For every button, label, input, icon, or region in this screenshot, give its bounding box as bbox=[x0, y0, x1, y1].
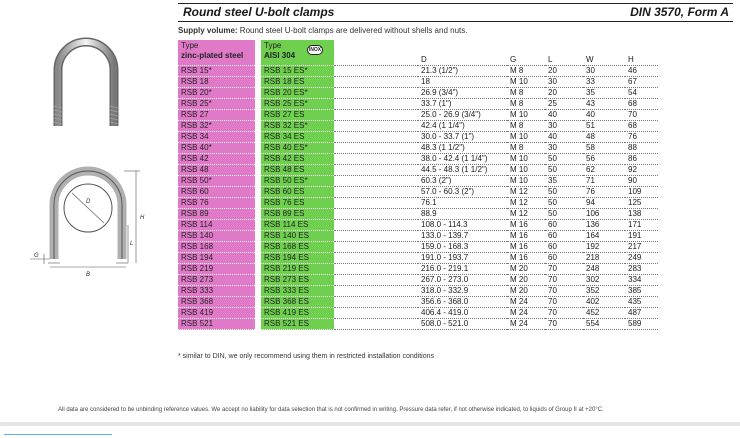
cell-d: 508.0 - 521.0 bbox=[418, 319, 507, 330]
cell-w: 106 bbox=[583, 209, 625, 220]
cell-d: 38.0 - 42.4 (1 1/4") bbox=[418, 154, 507, 165]
cell-d: 21.3 (1/2") bbox=[418, 66, 507, 77]
standard-label: DIN 3570, Form A bbox=[630, 5, 729, 19]
col-header-w: W bbox=[583, 40, 625, 66]
cell-w: 352 bbox=[583, 286, 625, 297]
cell-type-aisi: RSB 34 ES bbox=[261, 132, 334, 143]
cell-w: 33 bbox=[583, 77, 625, 88]
cell-d: 44.5 - 48.3 (1 1/2") bbox=[418, 165, 507, 176]
cell-type-zinc: RSB 20* bbox=[178, 88, 255, 99]
cell-type-zinc: RSB 219 bbox=[178, 264, 255, 275]
cell-g: M 24 bbox=[507, 308, 545, 319]
cell-l: 50 bbox=[545, 198, 583, 209]
table-row bbox=[178, 264, 658, 275]
cell-h: 86 bbox=[625, 154, 658, 165]
supply-text: Round steel U-bolt clamps are delivered without shells and nuts. bbox=[239, 26, 468, 35]
cell-type-zinc: RSB 419 bbox=[178, 308, 255, 319]
dimensions-table bbox=[178, 40, 658, 330]
cell-d: 60.3 (2") bbox=[418, 176, 507, 187]
table-row bbox=[178, 198, 658, 209]
title-bar bbox=[178, 3, 733, 22]
drawing-label-d: D bbox=[86, 199, 91, 205]
cell-g: M 16 bbox=[507, 231, 545, 242]
cell-l: 70 bbox=[545, 297, 583, 308]
cell-h: 385 bbox=[625, 286, 658, 297]
cell-d: 30.0 - 33.7 (1") bbox=[418, 132, 507, 143]
cell-d: 216.0 - 219.1 bbox=[418, 264, 507, 275]
header-aisi-material: AISI 304 bbox=[264, 51, 296, 60]
cell-w: 30 bbox=[583, 66, 625, 77]
cell-h: 68 bbox=[625, 121, 658, 132]
cell-type-zinc: RSB 34 bbox=[178, 132, 255, 143]
cell-type-aisi: RSB 32 ES* bbox=[261, 121, 334, 132]
cell-h: 435 bbox=[625, 297, 658, 308]
cell-type-zinc: RSB 15* bbox=[178, 66, 255, 77]
cell-d: 26.9 (3/4") bbox=[418, 88, 507, 99]
cell-l: 50 bbox=[545, 209, 583, 220]
cell-g: M 10 bbox=[507, 132, 545, 143]
cell-type-zinc: RSB 114 bbox=[178, 220, 255, 231]
cell-type-zinc: RSB 25* bbox=[178, 99, 255, 110]
cell-type-aisi: RSB 76 ES bbox=[261, 198, 334, 209]
col-header-h: H bbox=[625, 40, 658, 66]
col-header-d: D bbox=[418, 40, 507, 66]
cell-type-aisi: RSB 333 ES bbox=[261, 286, 334, 297]
cell-w: 248 bbox=[583, 264, 625, 275]
cell-w: 43 bbox=[583, 99, 625, 110]
cell-h: 283 bbox=[625, 264, 658, 275]
cell-d: 318.0 - 332.9 bbox=[418, 286, 507, 297]
cell-w: 58 bbox=[583, 143, 625, 154]
table-row bbox=[178, 242, 658, 253]
cell-l: 30 bbox=[545, 121, 583, 132]
cell-w: 51 bbox=[583, 121, 625, 132]
table-row bbox=[178, 231, 658, 242]
cell-w: 554 bbox=[583, 319, 625, 330]
table-row bbox=[178, 187, 658, 198]
cell-l: 35 bbox=[545, 176, 583, 187]
cell-g: M 10 bbox=[507, 154, 545, 165]
cell-w: 48 bbox=[583, 132, 625, 143]
cell-l: 70 bbox=[545, 275, 583, 286]
footnote: * similar to DIN, we only recommend using them in restricted installation conditions bbox=[178, 353, 434, 360]
cell-l: 40 bbox=[545, 132, 583, 143]
cell-l: 30 bbox=[545, 143, 583, 154]
cell-type-aisi: RSB 60 ES bbox=[261, 187, 334, 198]
cell-type-zinc: RSB 40* bbox=[178, 143, 255, 154]
cell-type-aisi: RSB 42 ES bbox=[261, 154, 334, 165]
drawing-label-h: H bbox=[140, 215, 145, 221]
cell-h: 589 bbox=[625, 319, 658, 330]
cell-g: M 10 bbox=[507, 77, 545, 88]
cell-g: M 10 bbox=[507, 176, 545, 187]
cell-g: M 24 bbox=[507, 319, 545, 330]
cell-d: 25.0 - 26.9 (3/4") bbox=[418, 110, 507, 121]
cell-g: M 20 bbox=[507, 286, 545, 297]
cell-h: 487 bbox=[625, 308, 658, 319]
cell-l: 40 bbox=[545, 110, 583, 121]
cell-type-zinc: RSB 368 bbox=[178, 297, 255, 308]
cell-d: 159.0 - 168.3 bbox=[418, 242, 507, 253]
cell-type-aisi: RSB 521 ES bbox=[261, 319, 334, 330]
cell-type-zinc: RSB 42 bbox=[178, 154, 255, 165]
cell-d: 108.0 - 114.3 bbox=[418, 220, 507, 231]
cell-d: 42.4 (1 1/4") bbox=[418, 121, 507, 132]
cell-type-aisi: RSB 273 ES bbox=[261, 275, 334, 286]
cell-d: 267.0 - 273.0 bbox=[418, 275, 507, 286]
cell-type-aisi: RSB 114 ES bbox=[261, 220, 334, 231]
cell-h: 88 bbox=[625, 143, 658, 154]
table-row bbox=[178, 275, 658, 286]
table-row bbox=[178, 308, 658, 319]
cell-l: 30 bbox=[545, 77, 583, 88]
cell-type-zinc: RSB 140 bbox=[178, 231, 255, 242]
cell-w: 164 bbox=[583, 231, 625, 242]
cell-d: 33.7 (1") bbox=[418, 99, 507, 110]
cell-type-zinc: RSB 273 bbox=[178, 275, 255, 286]
cell-type-aisi: RSB 140 ES bbox=[261, 231, 334, 242]
cell-h: 76 bbox=[625, 132, 658, 143]
supply-label: Supply volume: bbox=[178, 26, 238, 35]
cell-l: 70 bbox=[545, 286, 583, 297]
u-bolt-photo bbox=[40, 36, 140, 136]
cell-d: 76.1 bbox=[418, 198, 507, 209]
table-row bbox=[178, 176, 658, 187]
header-aisi-type: Type bbox=[264, 41, 282, 50]
cell-h: 67 bbox=[625, 77, 658, 88]
cell-h: 138 bbox=[625, 209, 658, 220]
cell-l: 60 bbox=[545, 253, 583, 264]
cell-type-aisi: RSB 194 ES bbox=[261, 253, 334, 264]
header-zinc-type: Type bbox=[181, 41, 199, 50]
cell-w: 56 bbox=[583, 154, 625, 165]
cell-g: M 8 bbox=[507, 121, 545, 132]
cell-l: 70 bbox=[545, 264, 583, 275]
cell-d: 356.6 - 368.0 bbox=[418, 297, 507, 308]
cell-w: 62 bbox=[583, 165, 625, 176]
cell-l: 70 bbox=[545, 319, 583, 330]
table-row bbox=[178, 77, 658, 88]
col-header-l: L bbox=[545, 40, 583, 66]
cell-d: 18 bbox=[418, 77, 507, 88]
cell-w: 136 bbox=[583, 220, 625, 231]
cell-g: M 8 bbox=[507, 143, 545, 154]
disclaimer: All data are considered to be unbinding reference values. We accept no liability for data selection that is not confirmed in writing. Pressure data refer, if not otherwise indicated, to liquids of Group II at +20°C. bbox=[58, 407, 604, 413]
cell-l: 60 bbox=[545, 231, 583, 242]
table-row bbox=[178, 143, 658, 154]
cell-w: 35 bbox=[583, 88, 625, 99]
cell-h: 109 bbox=[625, 187, 658, 198]
cell-g: M 8 bbox=[507, 88, 545, 99]
cell-type-zinc: RSB 333 bbox=[178, 286, 255, 297]
cell-type-aisi: RSB 89 ES bbox=[261, 209, 334, 220]
drawing-label-g: G bbox=[34, 253, 39, 259]
table-row bbox=[178, 319, 658, 330]
cell-w: 40 bbox=[583, 110, 625, 121]
cell-type-aisi: RSB 419 ES bbox=[261, 308, 334, 319]
cell-d: 57.0 - 60.3 (2") bbox=[418, 187, 507, 198]
cell-type-zinc: RSB 89 bbox=[178, 209, 255, 220]
cell-d: 191.0 - 193.7 bbox=[418, 253, 507, 264]
cell-g: M 8 bbox=[507, 66, 545, 77]
table-row bbox=[178, 209, 658, 220]
cell-w: 452 bbox=[583, 308, 625, 319]
cell-l: 50 bbox=[545, 187, 583, 198]
cell-l: 70 bbox=[545, 308, 583, 319]
drawing-label-l: L bbox=[130, 241, 134, 247]
inox-badge: INOX bbox=[308, 47, 322, 53]
supply-volume bbox=[178, 26, 467, 35]
table-row bbox=[178, 154, 658, 165]
cell-w: 302 bbox=[583, 275, 625, 286]
cell-d: 133.0 - 139.7 bbox=[418, 231, 507, 242]
cell-h: 125 bbox=[625, 198, 658, 209]
header-zinc bbox=[178, 40, 255, 66]
cell-g: M 12 bbox=[507, 209, 545, 220]
header-zinc-material: zinc-plated steel bbox=[181, 51, 244, 60]
cell-h: 171 bbox=[625, 220, 658, 231]
cell-type-zinc: RSB 168 bbox=[178, 242, 255, 253]
cell-l: 50 bbox=[545, 165, 583, 176]
cell-w: 76 bbox=[583, 187, 625, 198]
cell-type-zinc: RSB 521 bbox=[178, 319, 255, 330]
cell-type-aisi: RSB 50 ES* bbox=[261, 176, 334, 187]
u-bolt-drawing bbox=[20, 163, 160, 288]
cell-h: 46 bbox=[625, 66, 658, 77]
cell-l: 20 bbox=[545, 66, 583, 77]
cell-w: 192 bbox=[583, 242, 625, 253]
cell-g: M 12 bbox=[507, 187, 545, 198]
cell-h: 92 bbox=[625, 165, 658, 176]
cell-type-zinc: RSB 50* bbox=[178, 176, 255, 187]
table-row bbox=[178, 99, 658, 110]
cell-w: 94 bbox=[583, 198, 625, 209]
cell-l: 60 bbox=[545, 242, 583, 253]
table-row bbox=[178, 253, 658, 264]
cell-l: 50 bbox=[545, 154, 583, 165]
cell-g: M 16 bbox=[507, 253, 545, 264]
cell-h: 249 bbox=[625, 253, 658, 264]
cell-l: 60 bbox=[545, 220, 583, 231]
cell-type-aisi: RSB 219 ES bbox=[261, 264, 334, 275]
cell-g: M 24 bbox=[507, 297, 545, 308]
cell-h: 334 bbox=[625, 275, 658, 286]
table-row bbox=[178, 165, 658, 176]
table-row bbox=[178, 132, 658, 143]
cell-l: 25 bbox=[545, 99, 583, 110]
drawing-label-b: B bbox=[86, 272, 91, 278]
table-row bbox=[178, 110, 658, 121]
cell-d: 88.9 bbox=[418, 209, 507, 220]
cell-type-aisi: RSB 18 ES bbox=[261, 77, 334, 88]
cell-type-aisi: RSB 168 ES bbox=[261, 242, 334, 253]
table-row bbox=[178, 286, 658, 297]
cell-w: 402 bbox=[583, 297, 625, 308]
cell-type-zinc: RSB 76 bbox=[178, 198, 255, 209]
table-row bbox=[178, 121, 658, 132]
cell-type-zinc: RSB 194 bbox=[178, 253, 255, 264]
cell-type-zinc: RSB 32* bbox=[178, 121, 255, 132]
table-row bbox=[178, 297, 658, 308]
table-row bbox=[178, 66, 658, 77]
header-aisi bbox=[261, 40, 334, 66]
footer-divider bbox=[0, 422, 740, 426]
cell-type-zinc: RSB 60 bbox=[178, 187, 255, 198]
cell-h: 217 bbox=[625, 242, 658, 253]
cell-h: 90 bbox=[625, 176, 658, 187]
cell-h: 54 bbox=[625, 88, 658, 99]
cell-type-aisi: RSB 20 ES* bbox=[261, 88, 334, 99]
cell-g: M 16 bbox=[507, 220, 545, 231]
footer-accent-line bbox=[4, 434, 112, 435]
page-title: Round steel U-bolt clamps bbox=[183, 5, 335, 19]
cell-w: 218 bbox=[583, 253, 625, 264]
cell-g: M 12 bbox=[507, 198, 545, 209]
cell-g: M 20 bbox=[507, 275, 545, 286]
cell-type-aisi: RSB 368 ES bbox=[261, 297, 334, 308]
cell-type-aisi: RSB 40 ES* bbox=[261, 143, 334, 154]
cell-h: 191 bbox=[625, 231, 658, 242]
col-header-g: G bbox=[507, 40, 545, 66]
cell-g: M 8 bbox=[507, 99, 545, 110]
cell-g: M 16 bbox=[507, 242, 545, 253]
cell-type-zinc: RSB 18 bbox=[178, 77, 255, 88]
table-row bbox=[178, 88, 658, 99]
cell-type-aisi: RSB 15 ES* bbox=[261, 66, 334, 77]
cell-type-zinc: RSB 48 bbox=[178, 165, 255, 176]
table-header-row bbox=[178, 40, 658, 66]
cell-w: 71 bbox=[583, 176, 625, 187]
cell-g: M 10 bbox=[507, 110, 545, 121]
cell-type-aisi: RSB 27 ES bbox=[261, 110, 334, 121]
cell-type-aisi: RSB 25 ES* bbox=[261, 99, 334, 110]
cell-type-zinc: RSB 27 bbox=[178, 110, 255, 121]
cell-g: M 20 bbox=[507, 264, 545, 275]
cell-d: 406.4 - 419.0 bbox=[418, 308, 507, 319]
cell-h: 70 bbox=[625, 110, 658, 121]
cell-h: 68 bbox=[625, 99, 658, 110]
table-row bbox=[178, 220, 658, 231]
cell-type-aisi: RSB 48 ES bbox=[261, 165, 334, 176]
cell-l: 20 bbox=[545, 88, 583, 99]
cell-g: M 10 bbox=[507, 165, 545, 176]
cell-d: 48.3 (1 1/2") bbox=[418, 143, 507, 154]
